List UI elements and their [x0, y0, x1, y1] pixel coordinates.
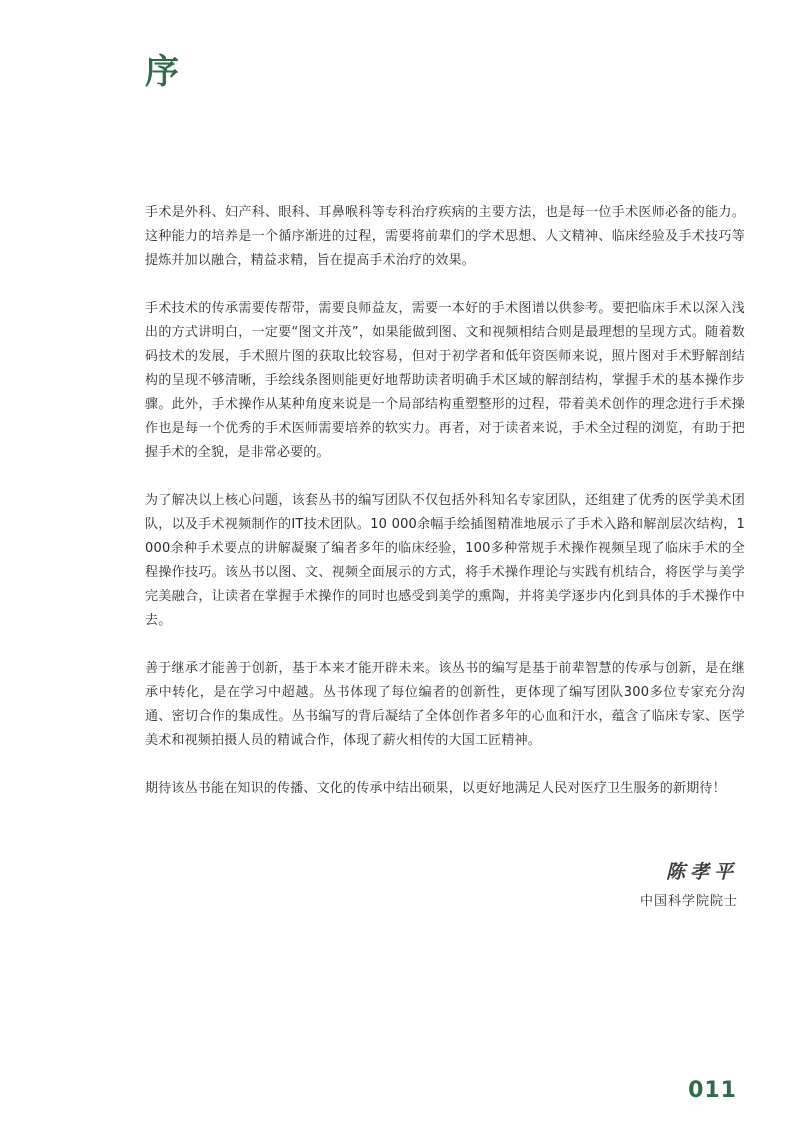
page-title: 序 [145, 52, 179, 92]
preface-body [145, 201, 745, 825]
signature-name: 陈孝平 [665, 861, 738, 883]
page-number: 011 [688, 1078, 737, 1103]
signature-block [640, 858, 738, 912]
paragraph: 为了解决以上核心问题，该套丛书的编写团队不仅包括外科知名专家团队，还组建了优秀的医学美术团队，以及手术视频制作的IT技术团队。10 000余幅手绘插图精准地展示了手术入路和解剖层次结构，1 000余种手术要点的讲解凝聚了编者多年的临床经验，100多种常规手术操作视频呈现了临床手术的全程操作技巧。该丛书以图、文、视频全面展示的方式，将手术操作理论与实践有机结合，将医学与美学完美融合，让读者在掌握手术操作的同时也感受到美学的熏陶，并将美学逐步内化到具体的手术操作中去。 [145, 493, 745, 628]
paragraph: 手术是外科、妇产科、眼科、耳鼻喉科等专科治疗疾病的主要方法，也是每一位手术医师必备的能力。这种能力的培养是一个循序渐进的过程，需要将前辈们的学术思想、人文精神、临床经验及手术技巧等提炼并加以融合，精益求精，旨在提高手术治疗的效果。 [145, 205, 745, 268]
paragraph: 善于继承才能善于创新，基于本来才能开辟未来。该丛书的编写是基于前辈智慧的传承与创新，是在继承中转化，是在学习中超越。丛书体现了每位编者的创新性，更体现了编写团队300多位专家充分沟通、密切合作的集成性。丛书编写的背后凝结了全体创作者多年的心血和汗水，蕴含了临床专家、医学美术和视频拍摄人员的精诚合作，体现了薪火相传的大国工匠精神。 [145, 661, 745, 748]
paragraph: 期待该丛书能在知识的传播、文化的传承中结出硕果，以更好地满足人民对医疗卫生服务的新期待！ [145, 781, 726, 796]
paragraph: 手术技术的传承需要传帮带，需要良师益友，需要一本好的手术图谱以供参考。要把临床手术以深入浅出的方式讲明白，一定要“图文并茂”，如果能做到图、文和视频相结合则是最理想的呈现方式。随着数码技术的发展，手术照片图的获取比较容易，但对于初学者和低年资医师来说，照片图对手术野解剖结构的呈现不够清晰，手绘线条图则能更好地帮助读者明确手术区域的解剖结构，掌握手术的基本操作步骤。此外，手术操作从某种角度来说是一个局部结构重塑整形的过程，带着美术创作的理念进行手术操作也是每一个优秀的手术医师需要培养的软实力。再者，对于读者来说，手术全过程的浏览，有助于把握手术的全貌，是非常必要的。 [145, 301, 745, 460]
signature-title: 中国科学院院士 [639, 894, 738, 909]
